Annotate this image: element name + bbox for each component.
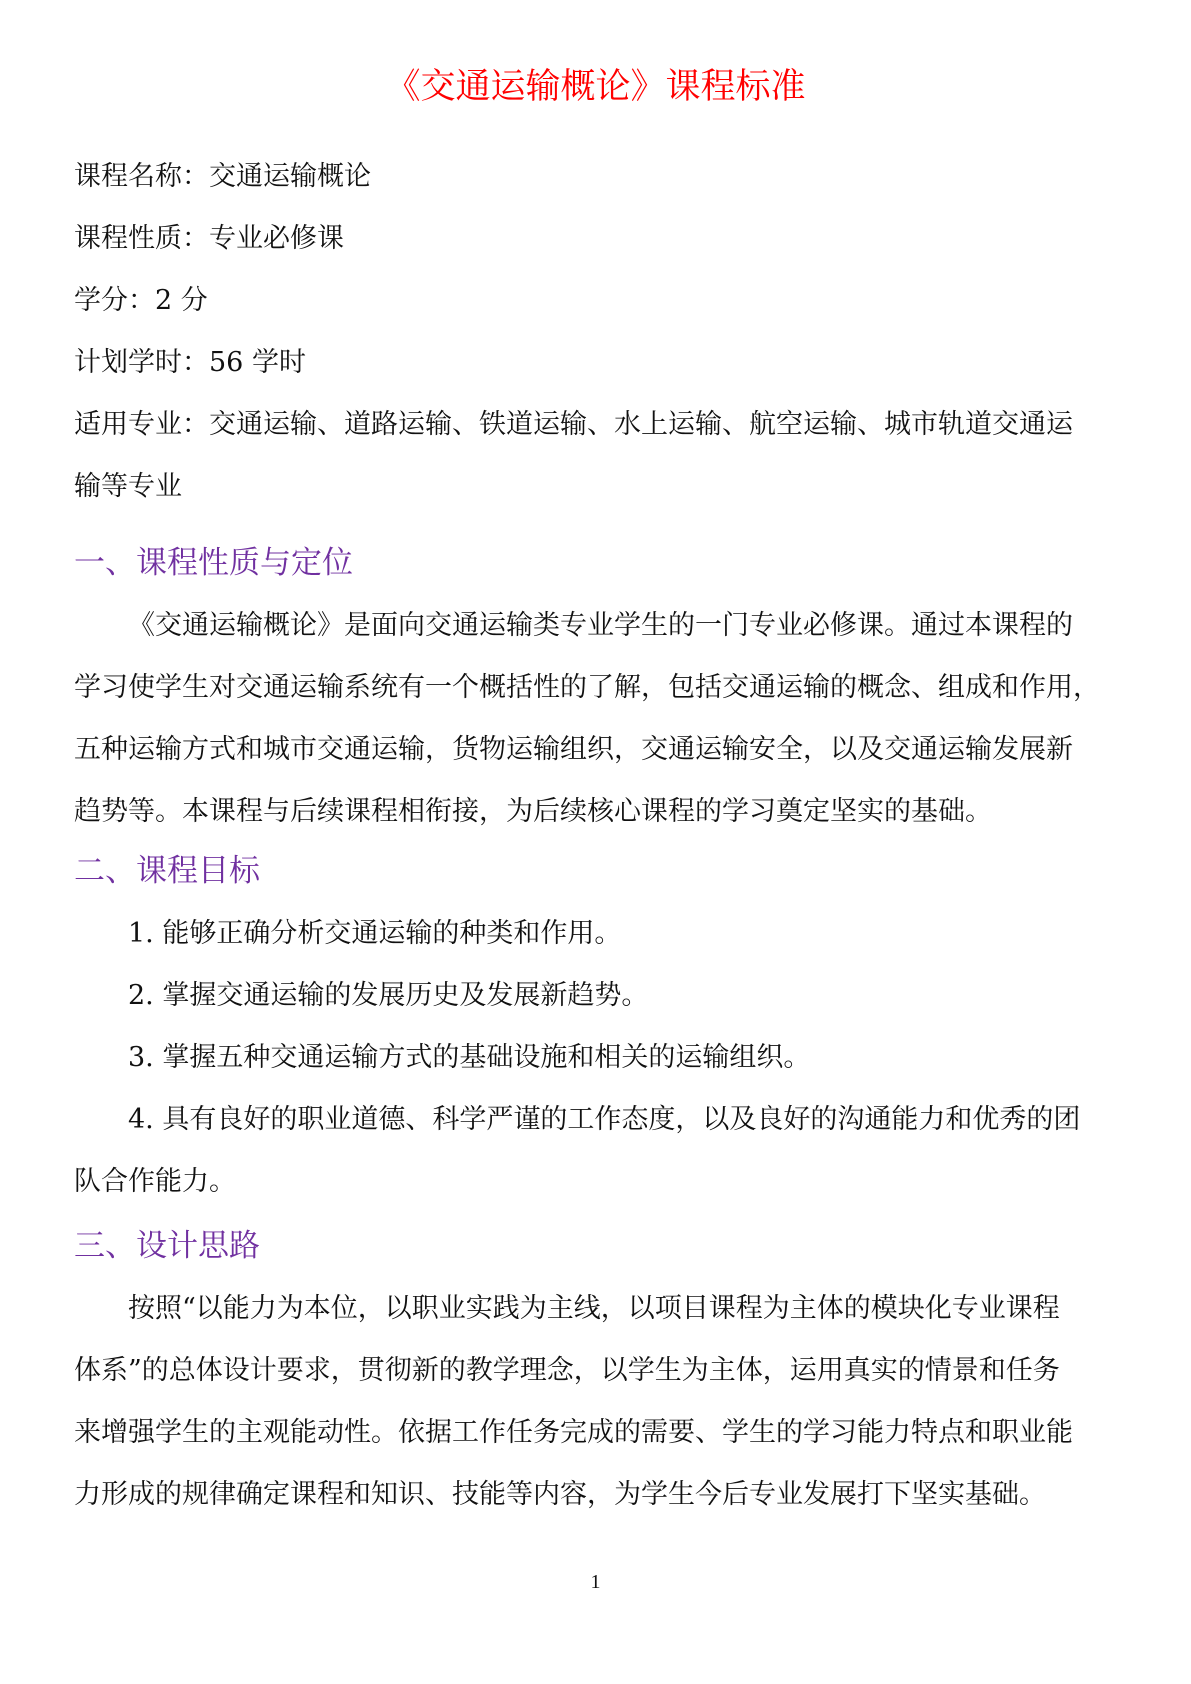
section-heading: 一、课程性质与定位 xyxy=(74,545,353,581)
page-number: 1 xyxy=(590,1571,601,1593)
course-nature: 课程性质：专业必修课 xyxy=(74,223,344,254)
goal-item: 3. 掌握五种交通运输方式的基础设施和相关的运输组织。 xyxy=(128,1042,811,1073)
planned-hours: 计划学时：56 学时 xyxy=(74,347,306,378)
paragraph-line: 趋势等。本课程与后续课程相衔接，为后续核心课程的学习奠定坚实的基础。 xyxy=(74,796,992,827)
course-name: 课程名称：交通运输概论 xyxy=(74,161,371,192)
paragraph-line: 学习使学生对交通运输系统有一个概括性的了解，包括交通运输的概念、组成和作用， xyxy=(74,672,1100,703)
section-paragraph xyxy=(74,1278,1124,1526)
section-heading: 二、课程目标 xyxy=(74,853,260,889)
applicable-majors-line: 适用专业：交通运输、道路运输、铁道运输、水上运输、航空运输、城市轨道交通运 xyxy=(74,409,1073,440)
goal-item-continuation: 队合作能力。 xyxy=(74,1166,236,1197)
paragraph-line: 按照“以能力为本位，以职业实践为主线，以项目课程为主体的模块化专业课程 xyxy=(128,1293,1060,1324)
goal-item: 1. 能够正确分析交通运输的种类和作用。 xyxy=(128,918,622,949)
course-info xyxy=(74,146,1124,518)
section-heading: 三、设计思路 xyxy=(74,1228,260,1264)
course-credits: 学分：2 分 xyxy=(74,285,208,316)
paragraph-line: 力形成的规律确定课程和知识、技能等内容，为学生今后专业发展打下坚实基础。 xyxy=(74,1479,1046,1510)
section-paragraph xyxy=(74,595,1124,843)
goal-item: 2. 掌握交通运输的发展历史及发展新趋势。 xyxy=(128,980,649,1011)
paragraph-line: 《交通运输概论》是面向交通运输类专业学生的一门专业必修课。通过本课程的 xyxy=(128,610,1073,641)
goal-item: 4. 具有良好的职业道德、科学严谨的工作态度，以及良好的沟通能力和优秀的团 xyxy=(128,1104,1081,1135)
applicable-majors-line: 输等专业 xyxy=(74,471,182,502)
document-title: 《交通运输概论》课程标准 xyxy=(385,67,806,107)
goal-list xyxy=(74,903,1124,1213)
paragraph-line: 体系”的总体设计要求，贯彻新的教学理念，以学生为主体，运用真实的情景和任务 xyxy=(74,1355,1060,1386)
paragraph-line: 五种运输方式和城市交通运输，货物运输组织，交通运输安全，以及交通运输发展新 xyxy=(74,734,1073,765)
paragraph-line: 来增强学生的主观能动性。依据工作任务完成的需要、学生的学习能力特点和职业能 xyxy=(74,1417,1073,1448)
